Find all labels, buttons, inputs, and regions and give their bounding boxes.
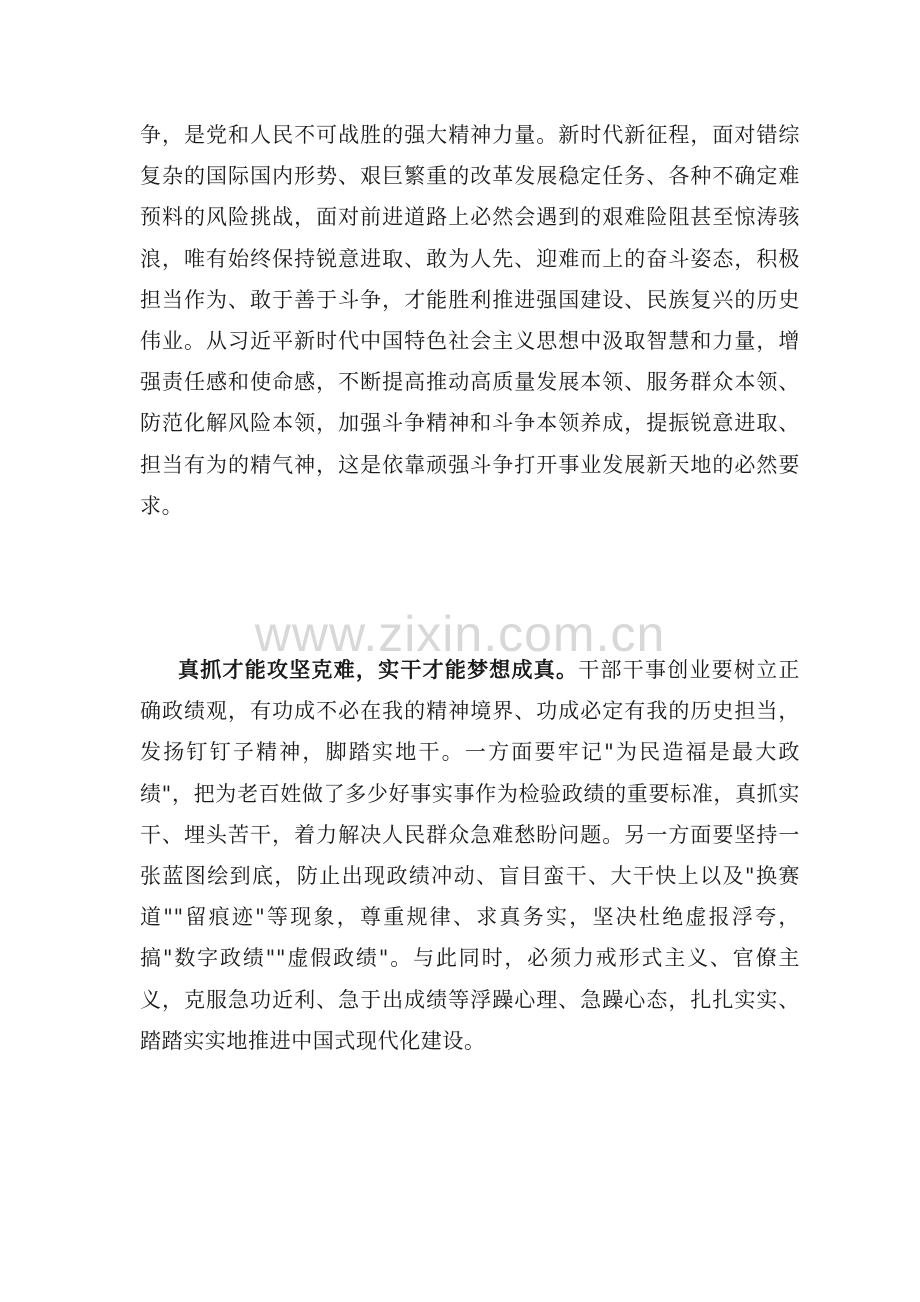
paragraph-2-text: 干部干事创业要树立正确政绩观，有功成不必在我的精神境界、功成必定有我的历史担当，发扬钉钉子精神，脚踏实地干。一方面要牢记"为民造福是最大政绩"，把为老百姓做了多少好事实事作为检验政绩的重要标准，真抓实干、埋头苦干，着力解决人民群众急难愁盼问题。另一方面要坚持一张蓝图绘到底，防止出现政绩冲动、盲目蛮干、大干快上以及"换赛道""留痕迹"等现象，尊重规律、求真务实，坚决杜绝虚报浮夸，搞"数字政绩""虚假政绩"。与此同时，必须力戒形式主义、官僚主义，克服急功近利、急于出成绩等浮躁心理、急躁心态，扎扎实实、踏踏实实地推进中国式现代化建设。 — [140, 658, 800, 1053]
watermark: www.zixin.com.cn — [254, 606, 666, 662]
paragraph-2-lead: 真抓才能攻坚克难，实干才能梦想成真。 — [178, 657, 579, 682]
paragraph-2 — [140, 649, 800, 1062]
paragraph-1 — [140, 115, 800, 527]
paragraph-1-text: 争，是党和人民不可战胜的强大精神力量。新时代新征程，面对错综复杂的国际国内形势、艰巨繁重的改革发展稳定任务、各种不确定难预料的风险挑战，面对前进道路上必然会遇到的艰难险阻甚至惊涛骇浪，唯有始终保持锐意进取、敢为人先、迎难而上的奋斗姿态，积极担当作为、敢于善于斗争，才能胜利推进强国建设、民族复兴的历史伟业。从习近平新时代中国特色社会主义思想中汲取智慧和力量，增强责任感和使命感，不断提高推动高质量发展本领、服务群众本领、防范化解风险本领，加强斗争精神和斗争本领养成，提振锐意进取、担当有为的精气神，这是依靠顽强斗争打开事业发展新天地的必然要求。 — [140, 123, 800, 518]
